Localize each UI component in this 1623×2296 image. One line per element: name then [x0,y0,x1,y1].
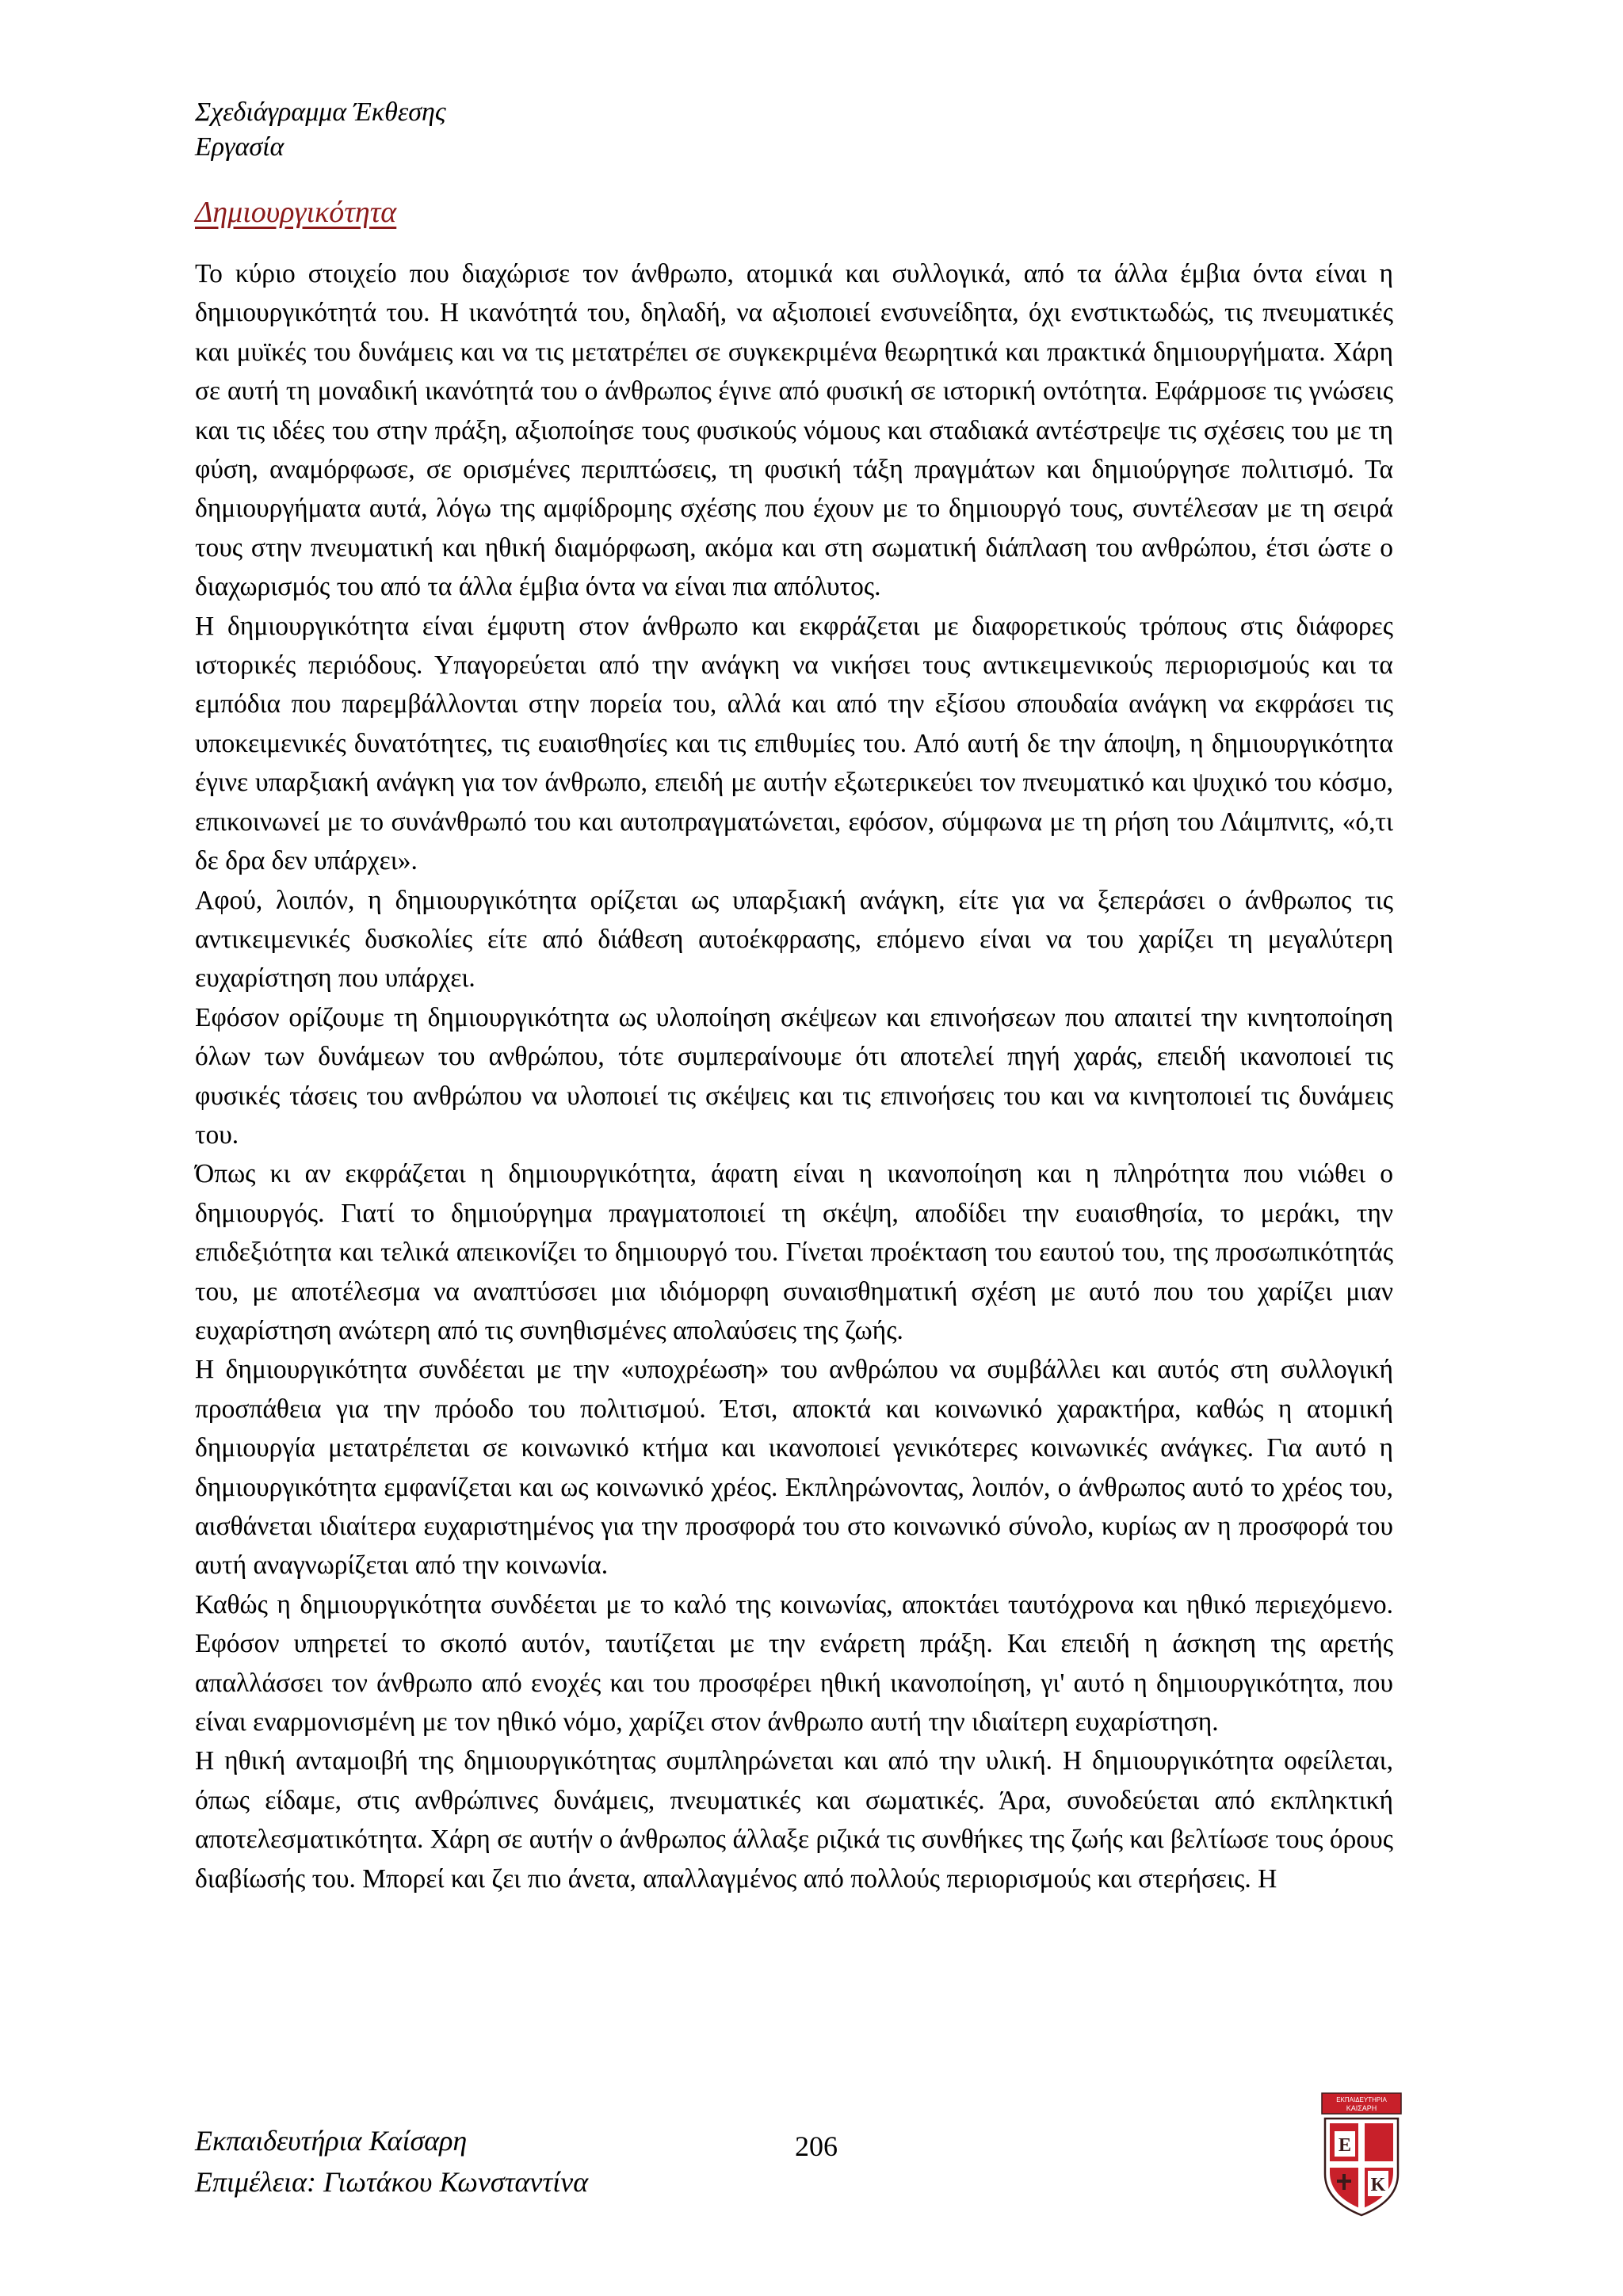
section-title: Δημιουργικότητα [195,196,397,229]
svg-text:ΚΑΙΣΑΡΗ: ΚΑΙΣΑΡΗ [1346,2104,1377,2112]
header-line-1: Σχεδιάγραμμα Έκθεσης [195,97,446,127]
page-header [195,95,446,165]
page-number: 206 [795,2130,838,2162]
footer-credits [195,2120,588,2203]
paragraph: Η δημιουργικότητα είναι έμφυτη στον άνθρωπο και εκφράζεται με διαφορετικούς τρόπους στις διάφορες ιστορικές περιόδους. Υπαγορεύεται από την ανάγκη να νικήσει τους αντικειμενικούς περιορισμούς και τα εμπόδια που παρεμβάλλονται στην πορεία του, αλλά και από την εξίσου σπουδαία ανάγκη να εκφράσει τις υποκειμενικές δυνατότητες, τις ευαισθησίες και τις επιθυμίες του. Από αυτή δε την άποψη, η δημιουργικότητα έγινε υπαρξιακή ανάγκη για τον άνθρωπο, επειδή με αυτήν εξωτερικεύει τον πνευματικό και ψυχικό του κόσμο, επικοινωνεί με το συνάνθρωπό του και αυτοπραγματώνεται, εφόσον, σύμφωνα με τη ρήση του Λάιμπνιτς, «ό,τι δε δρα δεν υπάρχει». [195,611,1393,876]
svg-text:Κ: Κ [1370,2175,1386,2195]
paragraph: Η ηθική ανταμοιβή της δημιουργικότητας συμπληρώνεται και από την υλική. Η δημιουργικότητα οφείλεται, όπως είδαμε, στις ανθρώπινες δυνάμεις, πνευματικές και σωματικές. Άρα, συνοδεύεται από εκπληκτική αποτελεσματικότητα. Χάρη σε αυτήν ο άνθρωπος άλλαξε ριζικά τις συνθήκες της ζωής και βελτίωσε τους όρους διαβίωσής του. Μπορεί και ζει πιο άνετα, απαλλαγμένος από πολλούς περιορισμούς και στερήσεις. Η [195,1746,1393,1894]
svg-text:ΕΚΠΑΙΔΕΥΤΗΡΙΑ: ΕΚΠΑΙΔΕΥΤΗΡΙΑ [1336,2096,1387,2103]
paragraph: Όπως κι αν εκφράζεται η δημιουργικότητα, άφατη είναι η ικανοποίηση και η πληρότητα που νιώθει ο δημιουργός. Γιατί το δημιούργημα πραγματοποιεί τη σκέψη, αποδίδει την ευαισθησία, το μεράκι, την επιδεξιότητα και τελικά απεικονίζει το δημιουργό του. Γίνεται προέκταση του εαυτού του, της προσωπικότητάς του, με αποτέλεσμα να αναπτύσσει μια ιδιόμορφη συναισθηματική σχέση με αυτό που του χαρίζει μιαν ευχαρίστηση ανώτερη από τις συνηθισμένες απολαύσεις της ζωής. [195,1159,1393,1345]
paragraph: Αφού, λοιπόν, η δημιουργικότητα ορίζεται ως υπαρξιακή ανάγκη, είτε για να ξεπεράσει ο άνθρωπος τις αντικειμενικές δυσκολίες είτε από διάθεση αυτοέκφρασης, επόμενο είναι να του χαρίζει τη μεγαλύτερη ευχαρίστηση που υπάρχει. [195,885,1393,994]
body-text [195,254,1393,1898]
footer-school: Εκπαιδευτήρια Καίσαρη [195,2125,468,2157]
footer-editor: Επιμέλεια: Γιωτάκου Κωνσταντίνα [195,2166,589,2198]
svg-text:Ε: Ε [1338,2135,1352,2156]
paragraph: Η δημιουργικότητα συνδέεται με την «υποχρέωση» του ανθρώπου να συμβάλλει και αυτός στη συλλογική προσπάθεια για την πρόοδο του πολιτισμού. Έτσι, αποκτά και κοινωνικό χαρακτήρα, καθώς η ατομική δημιουργία μετατρέπεται σε κοινωνικό κτήμα και ικανοποιεί γενικότερες κοινωνικές ανάγκες. Για αυτό η δημιουργικότητα εμφανίζεται και ως κοινωνικό χρέος. Εκπληρώνοντας, λοιπόν, ο άνθρωπος αυτό το χρέος του, αισθάνεται ιδιαίτερα ευχαριστημένος για την προσφορά του στο κοινωνικό σύνολο, κυρίως αν η προσφορά του αυτή αναγνωρίζεται από την κοινωνία. [195,1355,1393,1581]
paragraph: Καθώς η δημιουργικότητα συνδέεται με το καλό της κοινωνίας, αποκτάει ταυτόχρονα και ηθικό περιεχόμενο. Εφόσον υπηρετεί το σκοπό αυτόν, ταυτίζεται με την ενάρετη πράξη. Και επειδή η άσκηση της αρετής απαλλάσσει τον άνθρωπο από ενοχές και του προσφέρει ηθική ικανοποίηση, γι' αυτό η δημιουργικότητα, που είναι εναρμονισμένη με τον ηθικό νόμο, χαρίζει στον άνθρωπο αυτή την ιδιαίτερη ευχαρίστηση. [195,1589,1393,1737]
school-logo-icon [1317,2088,1406,2222]
paragraph: Εφόσον ορίζουμε τη δημιουργικότητα ως υλοποίηση σκέψεων και επινοήσεων που απαιτεί την κινητοποίηση όλων των δυνάμεων του ανθρώπου, τότε συμπεραίνουμε ότι αποτελεί πηγή χαράς, επειδή ικανοποιεί τις φυσικές τάσεις του ανθρώπου να υλοποιεί τις σκέψεις και τις επινοήσεις του και να κινητοποιεί τις δυνάμεις του. [195,1002,1393,1150]
header-line-2: Εργασία [195,132,285,162]
paragraph: Το κύριο στοιχείο που διαχώρισε τον άνθρωπο, ατομικά και συλλογικά, από τα άλλα έμβια όντα είναι η δημιουργικότητά του. Η ικανότητά του, δηλαδή, να αξιοποιεί ενσυνείδητα, όχι ενστικτωδώς, τις πνευματικές και μυϊκές του δυνάμεις και να τις μετατρέπει σε συγκεκριμένα θεωρητικά και πρακτικά δημιουργήματα. Χάρη σε αυτή τη μοναδική ικανότητά του ο άνθρωπος έγινε από φυσική σε ιστορική οντότητα. Εφάρμοσε τις γνώσεις και τις ιδέες του στην πράξη, αξιοποίησε τους φυσικούς νόμους και σταδιακά αντέστρεψε τις σχέσεις του με τη φύση, αναμόρφωσε, σε ορισμένες περιπτώσεις, τη φυσική τάξη πραγμάτων και δημιούργησε πολιτισμό. Τα δημιουργήματα αυτά, λόγω της αμφίδρομης σχέσης που έχουν με το δημιουργό τους, συντέλεσαν με τη σειρά τους στην πνευματική και ηθική διαμόρφωση, ακόμα και στη σωματική διάπλαση του ανθρώπου, έτσι ώστε ο διαχωρισμός του από τα άλλα έμβια όντα να είναι πια απόλυτος. [195,259,1393,602]
